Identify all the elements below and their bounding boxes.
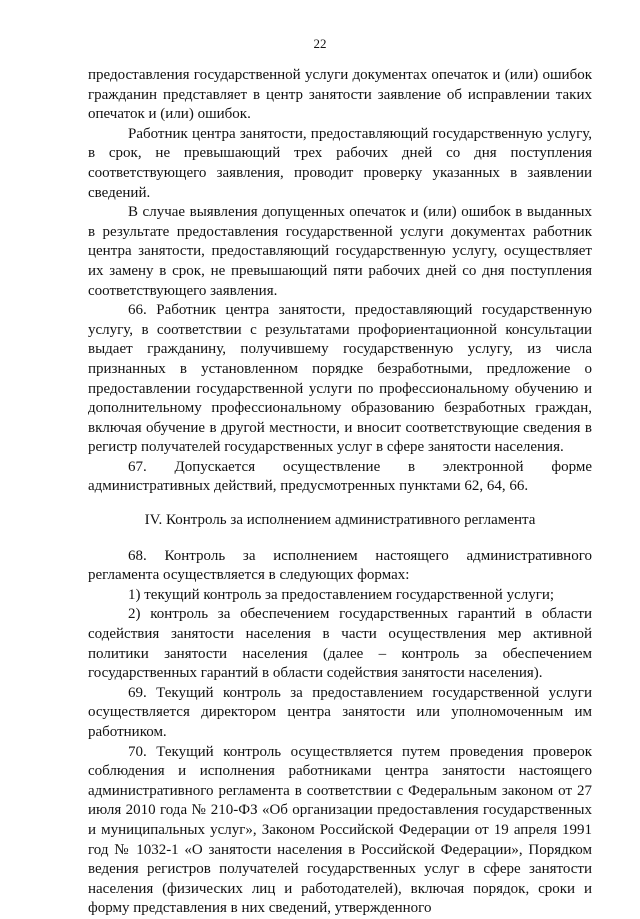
paragraph-error-correction: В случае выявления допущенных опечаток и (или) ошибок в выданных в результате предоставления государственной услуги документах работник центра занятости, предоставляющий государственную услугу, осуществляет их замену в срок, не превышающий пяти рабочих дней со дня поступления соответствующего заявления.: [88, 204, 592, 299]
list-item-2: 2) контроль за обеспечением государственных гарантий в области содействия занятости населения в части осуществления мер активной политики занятости населения (далее – контроль за обеспечением государственных гарантий в области содействия занятости населения).: [88, 606, 592, 682]
document-body: [88, 66, 592, 919]
paragraph-67: 67. Допускается осуществление в электронной форме административных действий, предусмотренных пунктами 62, 64, 66.: [88, 458, 592, 495]
paragraph-66: 66. Работник центра занятости, предоставляющий государственную услугу, в соответствии с результатами профориентационной консультации выдает гражданину, получившему государственную услугу, из числа признанных в установленном порядке безработными, предложение о предоставлении государственной услуги по профессиональному обучению и дополнительному профессиональному образованию безработных граждан, включая обучение в другой местности, и вносит соответствующие сведения в регистр получателей государственных услуг в сфере занятости населения.: [88, 302, 592, 456]
paragraph-70: 70. Текущий контроль осуществляется путем проведения проверок соблюдения и исполнения работниками центра занятости настоящего административного регламента в соответствии с Федеральным законом от 27 июля 2010 года № 210-ФЗ «Об организации предоставления государственных и муниципальных услуг», Законом Российской Федерации от 19 апреля 1991 год № 1032-1 «О занятости населения в Российской Федерации», Порядком ведения регистров получателей государственных услуг в сфере занятости населения (физических лиц и работодателей), включая порядок, сроки и форму представления в них сведений, утвержденного: [88, 743, 592, 917]
paragraph-continuation: предоставления государственной услуги документах опечаток и (или) ошибок гражданин представляет в центр занятости заявление об исправлении таких опечаток и (или) ошибок.: [88, 67, 592, 123]
paragraph-69: 69. Текущий контроль за предоставлением государственной услуги осуществляется директором центра занятости или уполномоченным им работником.: [88, 684, 592, 740]
page-number: 22: [313, 36, 327, 51]
paragraph-verification: Работник центра занятости, предоставляющий государственную услугу, в срок, не превышающий трех рабочих дней со дня поступления соответствующего заявления, проводит проверку указанных в заявлении сведений.: [88, 125, 592, 201]
list-item-1: 1) текущий контроль за предоставлением государственной услуги;: [128, 586, 555, 603]
paragraph-68: 68. Контроль за исполнением настоящего административного регламента осуществляется в следующих формах:: [88, 547, 592, 584]
section-heading: IV. Контроль за исполнением административного регламента: [144, 512, 536, 529]
